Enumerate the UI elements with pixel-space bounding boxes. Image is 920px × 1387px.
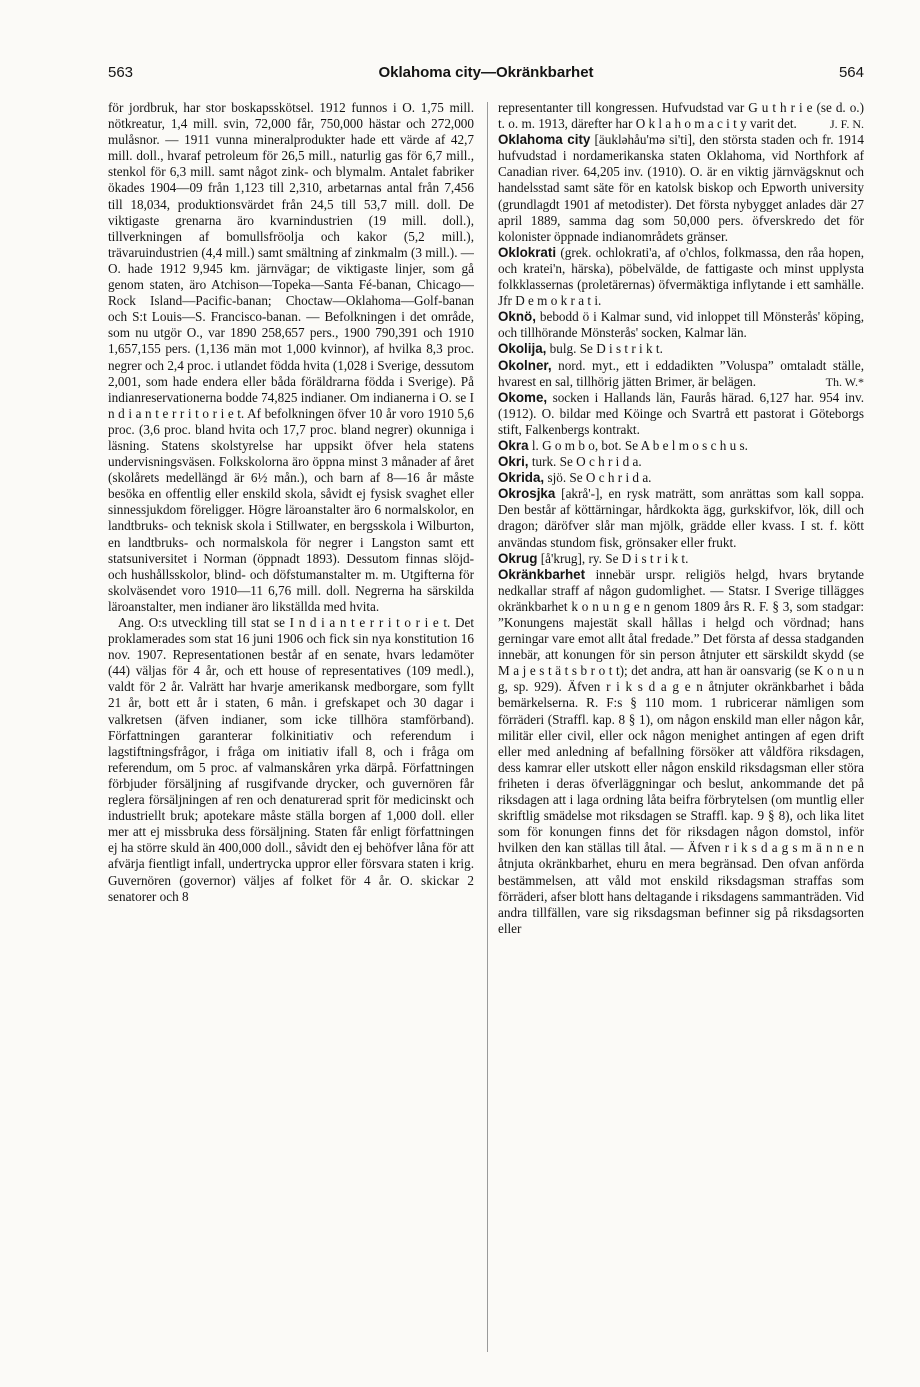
entry-text: nord. myt., ett i eddadikten ”Voluspa” omtaladt ställe, hvarest en sal, tillhörig jätten Brimer, är belägen.	[498, 357, 864, 389]
entry-text: representanter till kongressen. Hufvudstad var G u t h r i e (se d. o.) t. o. m. 1913, därefter har O k l a h o m a c i t y varit det.	[498, 100, 864, 132]
entry-text: sjö. Se O c h r i d a.	[547, 470, 652, 486]
entry-headword: Oklahoma city	[498, 132, 591, 148]
entry-text: socken i Hallands län, Faurås härad. 6,127 har. 954 inv. (1912). O. bildar med Köinge och Svartrå ett pastorat i Göteborgs stift, Falkenbergs kontrakt.	[498, 389, 864, 437]
entry	[498, 454, 864, 470]
column-divider	[487, 102, 488, 1352]
paragraph	[498, 100, 864, 132]
entry	[498, 132, 864, 245]
entry-text: l. G o m b o, bot. Se A b e l m o s c h u s.	[531, 437, 748, 453]
running-title: Oklahoma city—Okränkbarhet	[378, 64, 594, 81]
entry	[498, 470, 864, 486]
entry	[498, 438, 864, 454]
paragraph: för jordbruk, har stor boskapsskötsel. 1912 funnos i O. 1,75 mill. nötkreatur, 1,4 mill. svin, 72,000 får, 750,000 hästar och 272,000 mulåsnor. — 1911 vunna mineralprodukter hade ett värde af 42,7 mill. doll., hvaraf petroleum för 26,5 mill., naturlig gas för 6,7 mill., stenkol för 6,3 mill. samt något zink- och blymalm. Antalet fabriker ökades 1904—09 från 1,123 till 2,310, arbetarnas antal från 7,456 till 18,034, produktionsvärdet från 24,5 till 53,7 mill. doll. De viktigaste grenarna äro kvarnindustrien (19 mill. doll.), tillverkningen af bomullsfröolja och kakor (5,2 mill.), trävaruindustrien (4,4 mill.) samt smältning af zinkmalm (3 mill.). — O. hade 1912 9,945 km. järnvägar; de viktigaste linjer, som gå genom staten, äro Atchison—Topeka—Santa Fé-banan, Chicago—Rock Island—Pacific-banan; Choctaw—Oklahoma—Golf-banan och S:t Louis—S. Francisco-banan. — Befolkningen i det område, som nu utgör O., var 1890 258,657 pers., 1900 790,391 och 1910 1,657,155 pers. (1,136 män mot 1,000 kvinnor), af hvilka 8,3 proc. negrer och 2,4 proc. i utlandet födda hvita (1,028 i Sverige, dessutom 2,001, som hade endera eller båda föräldrarna födda i Sverige). På indianreservationerna bodde 74,825 indianer. Om indianerna i O. se I n d i a n t e r r i t o r i e t. Af befolkningen öfver 10 år voro 1910 5,6 proc. (3,6 proc. bland hvita och 17,7 proc. bland negrer) okunniga i läsning. Statens skolstyrelse har uppsikt öfver hela statens undervisningsväsen. Folkskolorna äro öppna minst 3 månader af året (skolårets medellängd är 6½ mån.), och barn af 8—16 år måste besöka en offentlig eller enskild skola, såvidt ej fysisk svaghet eller sinnessjukdom föreligger. Högre läroanstalter äro 6 normalskolor, en landtbruks- och teknisk skola i Stillwater, en bergsskola i Wilburton, en landtbruks- och normalskola för negrer i Langston samt ett statsuniversitet i Norman (öppnadt 1893). Dessutom finnas slöjd- och hushållsskolor, blind- och döfstumanstalter m. m. Utgifterna för skolväsendet voro 1910—11 6,76 mill. doll. Negrerna ha särskilda läroanstalter, men indianer äro likställda med hvita.	[108, 100, 474, 614]
entry	[498, 390, 864, 438]
author-signature: Th. W.*	[825, 374, 864, 389]
entry	[498, 358, 864, 390]
entry-text: innebär urspr. religiös helgd, hvars brytande nedkallar straff af någon gudomlighet. — Statsr. I Sverige tillägges okränkbarhet k o n u n g e n genom 1809 års R. F. § 3, som stadgar: ”Konungens majestät skall hållas i helgd och vördnad; hans gerningar vare emot allt åtal fredade.” Det första af dessa stadganden innebär, att konungen för sin person åtnjuter ett särskildt skydd (se M a j e s t ä t s b r o t t); det andra, att han är oansvarig (se K o n u n g, sp. 929). Äfven r i k s d a g e n åtnjuter okränkbarhet i båda bemärkelserna. R. F:s § 110 mom. 1 rubricerar nämligen som förräderi (Straffl. kap. 8 § 1), om någon enskild man eller någon kår, militär eller civil, eller ock någon menighet antingen af egen drift eller med anledning af befallning försöker att våldföra riksdagen, dess kamrar eller utskott eller någon enskild riksdagsman eller störa friheten i deras öfverläggningar och beslut, ankommande det på riksdagen att i laga ordning låta beifra förbrytelsen (om muntlig eller skriftlig smädelse mot riksdagen se Straffl. kap. 9 § 8), och lika litet som för konungen finns det för riksdagen någon domstol, inför hvilken den kan ställas till åtal. — Äfven r i k s d a g s m ä n n e n åtnjuta okränkbarhet, ehuru en mera begränsad. Den ofvan anförda bestämmelsen, att våld mot enskild riksdagsman straffas som förräderi, afser blott hans deltagande i riksdagens sammanträden. Vid andra tillfällen, vare sig riksdagsman befinner sig på riksdagsorten eller	[498, 566, 864, 936]
entry-headword: Okolija,	[498, 341, 547, 357]
entry-headword: Oknö,	[498, 309, 536, 325]
left-column	[108, 100, 474, 1360]
entry	[498, 309, 864, 341]
entry-text: (grek. ochlokrati'a, af o'chlos, folkmassa, den råa hopen, och kratei'n, härska), pöbelvälde, de fattigaste och minst upplysta folkklassernas (proletärernas) öfvermäktiga inflytande i ett samhälle. Jfr D e m o k r a t i.	[498, 244, 864, 309]
entry-text: [akrå'-], en rysk maträtt, som anrättas som kall soppa. Den består af köttärningar, hårdkokta ägg, gurkskifvor, lök, dill och dragon; däröfver slår man mjölk, grädde eller kvass. I st. f. kött användas stundom fisk, grönsaker eller frukt.	[498, 486, 864, 550]
entry-text: bebodd ö i Kalmar sund, vid inloppet till Mönsterås' köping, och tillhörande Mönsterås' socken, Kalmar län.	[498, 309, 864, 341]
entry-headword: Okrida,	[498, 470, 545, 486]
entry-headword: Okrug	[498, 550, 538, 566]
entry-text: [å'krug], ry. Se D i s t r i k t.	[540, 550, 689, 566]
entry	[498, 551, 864, 567]
page-header	[108, 64, 864, 86]
entry-headword: Okri,	[498, 454, 529, 470]
paragraph: Ang. O:s utveckling till stat se I n d i a n t e r r i t o r i e t. Det proklamerades som stat 16 juni 1906 och fick sin nya konstitution 16 nov. 1907. Representationen består af en senate, hvars ledamöter (44) väljas för 4 år, och ett house of representatives (109 medl.), valdt för 2 år. Valrätt har hvarje amerikansk medborgare, som fyllt 21 år, bott ett år i staten, 6 mån. i grefskapet och 30 dagar i valkretsen (äfven indianer, som icke tillhöra stamförband). Författningen garanterar folkinitiativ och referendum i lagstiftningsfrågor, i fråga om initiativ ifall 8, och i fråga om referendum, om 5 proc. af valmanskåren yrka därpå. Författningen förbjuder försäljning af rusgifvande drycker, och guvernören får reglera försäljningen af ren och denaturerad sprit för medicinskt och industriellt bruk; apotekare måste ställa borgen af 1,000 doll. eller mer att ej missbruka dess försäljning. Staten får enligt författningen ej ha större skuld än 400,000 doll., såvidt den ej behöfver låna för att afvärja fientligt infall, undertrycka uppror eller försvara staten i krig. Guvernören (governor) väljes af folket för 4 år. O. skickar 2 senatorer och 8	[108, 615, 474, 904]
entry-headword: Okränkbarhet	[498, 566, 586, 582]
entry-text: turk. Se O c h r i d a.	[531, 454, 642, 470]
entry-text: [äukləhåu'mə si'ti], den största staden och fr. 1914 hufvudstad i nordamerikanska staten Oklahoma, vid Northfork af Canadian river. 64,205 inv. (1910). O. är en viktig järnvägsknut och handelsstad samt säte för en katolsk biskop och Epworth university (grundlagdt 1901 af metodister). Det första nybygget anlades där 27 april 1889, samma dag som 50,000 pers. öfverskredo det för kolonister öppnade indianområdets gränser.	[498, 132, 864, 244]
entry	[498, 341, 864, 357]
entry-headword: Okrosjka	[498, 486, 556, 502]
page-number-left: 563	[108, 64, 134, 81]
author-signature: J. F. N.	[829, 117, 864, 132]
entry-headword: Okome,	[498, 389, 548, 405]
page-number-right: 564	[838, 64, 864, 81]
entry	[498, 567, 864, 937]
entry-text: bulg. Se D i s t r i k t.	[549, 341, 663, 357]
entry-headword: Okra	[498, 437, 529, 453]
right-column	[498, 100, 864, 1360]
entry	[498, 245, 864, 309]
entry-headword: Oklokrati	[498, 244, 557, 260]
entry-headword: Okolner,	[498, 357, 552, 373]
entry	[498, 486, 864, 550]
